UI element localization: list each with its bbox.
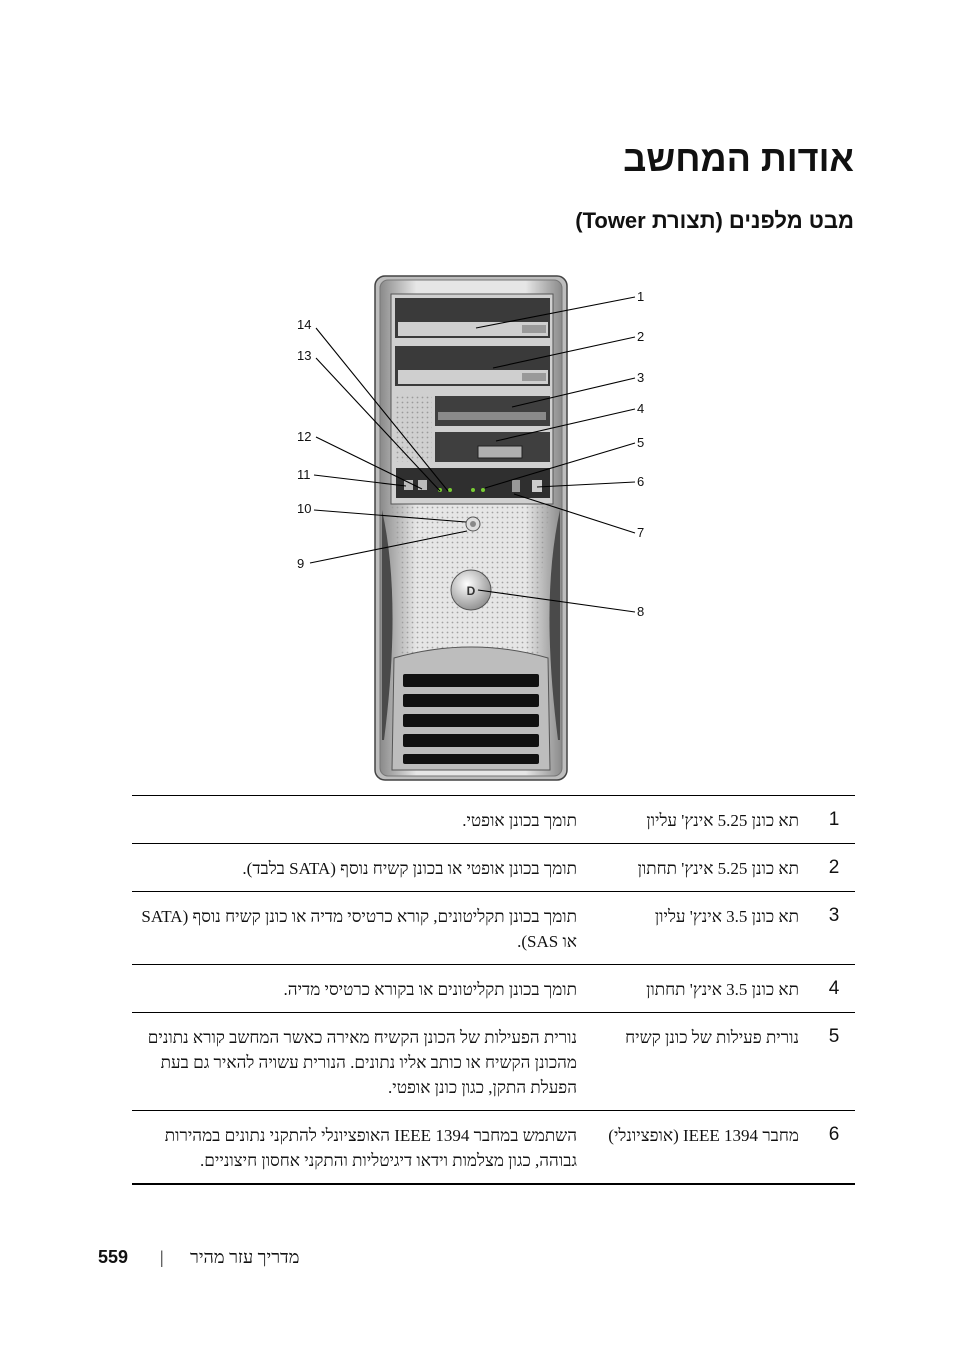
callout-14: 14: [297, 317, 312, 332]
table-row: [132, 1013, 855, 1111]
callout-12: 12: [297, 429, 312, 444]
component-name: תא כונן 3.5 אינץ' תחתון: [587, 965, 813, 1013]
table-row: [132, 965, 855, 1013]
row-number: 1: [813, 796, 855, 844]
callout-8: 8: [637, 604, 645, 619]
callout-1: 1: [637, 289, 645, 304]
table-row: [132, 796, 855, 844]
component-name: תא כונן 5.25 אינץ' תחתון: [587, 844, 813, 892]
component-name: תא כונן 3.5 אינץ' עליון: [587, 892, 813, 965]
row-number: 6: [813, 1111, 855, 1185]
row-number: 2: [813, 844, 855, 892]
table-row: [132, 892, 855, 965]
callout-4: 4: [637, 401, 645, 416]
book-title: מדריך עזר מהיר: [190, 1247, 300, 1267]
callout-5: 5: [637, 435, 645, 450]
row-number: 4: [813, 965, 855, 1013]
callout-6: 6: [637, 474, 645, 489]
callout-10: 10: [297, 501, 312, 516]
callout-9: 9: [297, 556, 305, 571]
component-name: מחבר IEEE 1394 (אופציונלי): [587, 1111, 813, 1185]
callout-7: 7: [637, 525, 645, 540]
callout-13: 13: [297, 348, 312, 363]
component-description: השתמש במחבר IEEE 1394 האופציונלי להתקני נתונים במהירות גבוהה, כגון מצלמות וידאו דיגיטליות והתקני אחסון חיצוניים.: [132, 1111, 587, 1185]
section-subtitle: מבט מלפנים (תצורת Tower): [575, 208, 854, 233]
components-table: [132, 795, 855, 1185]
row-number: 3: [813, 892, 855, 965]
component-description: נורית הפעילות של הכונן הקשיח מאירה כאשר המחשב קורא נתונים מהכונן הקשיח או כותב אליו נתונים. הנורית עשויה להאיר גם בעת הפעלת התקן, כגון כונן אופטי.: [132, 1013, 587, 1111]
callout-3: 3: [637, 370, 645, 385]
row-number: 5: [813, 1013, 855, 1111]
computer-front-view-illustration: [290, 270, 660, 790]
component-description: תומך בכונן אופטי.: [132, 796, 587, 844]
table-row: [132, 844, 855, 892]
component-name: תא כונן 5.25 אינץ' עליון: [587, 796, 813, 844]
component-description: תומך בכונן תקליטונים, קורא כרטיסי מדיה או כונן קשיח נוסף (SATA או SAS).: [132, 892, 587, 965]
component-description: תומך בכונן אופטי או בכונן קשיח נוסף (SATA בלבד).: [132, 844, 587, 892]
table-row: [132, 1111, 855, 1185]
page-number: 559: [98, 1247, 129, 1267]
component-description: תומך בכונן תקליטונים או בקורא כרטיסי מדיה.: [132, 965, 587, 1013]
callout-11: 11: [297, 467, 311, 482]
callout-2: 2: [637, 329, 645, 344]
footer-separator: |: [160, 1247, 164, 1267]
svg-text:D: D: [466, 584, 476, 598]
page-title: אודות המחשב: [623, 138, 854, 179]
component-name: נורית פעילות של כונן קשיח: [587, 1013, 813, 1111]
